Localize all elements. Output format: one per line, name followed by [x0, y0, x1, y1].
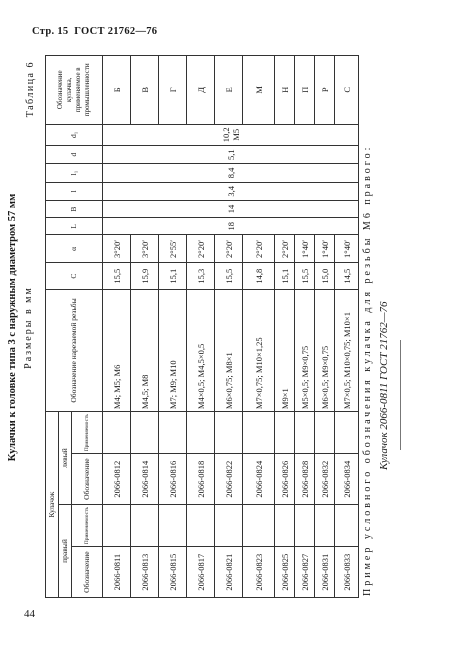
cell-l: 3,4 — [103, 182, 359, 200]
cell-alpha: 2°20′ — [243, 235, 275, 263]
cell-thread: М5×0,5; М9×0,75 — [295, 289, 315, 411]
header-thread: Обозначение нарезаемой резьбы — [46, 289, 103, 411]
cell-d: 5,1 — [103, 145, 359, 163]
cell-right-app — [131, 505, 159, 547]
cell-right-app — [275, 505, 295, 547]
cell-alpha: 1°40′ — [295, 235, 315, 263]
header-right: правый — [59, 505, 72, 598]
header-left-designation: Обозначение — [72, 454, 103, 505]
example-title: Пример условного обозначения кулачка для резьбы М6 правого: — [362, 144, 373, 596]
cell-mark: Б — [103, 56, 131, 125]
cell-thread: М4,5; М8 — [131, 289, 159, 411]
divider-line — [400, 340, 401, 450]
header-c: C — [46, 263, 103, 289]
cell-left: 2066-0834 — [335, 454, 359, 505]
cell-right-app — [215, 505, 243, 547]
cell-alpha: 3°20′ — [131, 235, 159, 263]
cell-right: 2066-0831 — [315, 547, 335, 598]
cell-mark: М — [243, 56, 275, 125]
cell-left-app — [243, 412, 275, 454]
cell-right: 2066-0817 — [187, 547, 215, 598]
cell-mark: П — [295, 56, 315, 125]
cell-left: 2066-0828 — [295, 454, 315, 505]
cell-thread: М4; М5; М6 — [103, 289, 131, 411]
cell-left: 2066-0822 — [215, 454, 243, 505]
cell-thread: М6×0,75; М8×1 — [215, 289, 243, 411]
example-designation: Кулачок 2066-0811 ГОСТ 21762—76 — [378, 301, 390, 470]
cell-c: 14,8 — [243, 263, 275, 289]
cell-left-app — [159, 412, 187, 454]
cell-right: 2066-0821 — [215, 547, 243, 598]
cell-left-app — [131, 412, 159, 454]
header-B: B — [46, 200, 103, 217]
header-l1: l₁ — [46, 164, 103, 182]
cell-mark: Г — [159, 56, 187, 125]
cell-c: 15,1 — [159, 263, 187, 289]
cell-left-app — [275, 412, 295, 454]
d1-value: 10,2 — [220, 127, 231, 143]
header-mark: Обозначение кулачка, применяемое в промышленности — [46, 56, 103, 125]
cell-right-app — [103, 505, 131, 547]
cell-right: 2066-0833 — [335, 547, 359, 598]
cell-left: 2066-0814 — [131, 454, 159, 505]
cell-right: 2066-0813 — [131, 547, 159, 598]
cell-B: 14 — [103, 200, 359, 217]
cell-left-app — [103, 412, 131, 454]
cell-thread: М7; М9; М10 — [159, 289, 187, 411]
rotated-table-area — [5, 55, 420, 600]
cell-mark: Н — [275, 56, 295, 125]
header-d: d — [46, 145, 103, 163]
cell-right-app — [295, 505, 315, 547]
header-left: левый — [59, 412, 72, 505]
cell-L: 18 — [103, 218, 359, 235]
cell-left: 2066-0816 — [159, 454, 187, 505]
page-label: Стр. 15 — [32, 26, 69, 37]
cell-alpha: 2°20′ — [187, 235, 215, 263]
table-label: Таблица 6 — [25, 61, 36, 118]
cell-d1 — [103, 124, 359, 145]
header-group: Кулачок — [46, 412, 59, 598]
header-l: l — [46, 182, 103, 200]
cell-right: 2066-0815 — [159, 547, 187, 598]
cell-left: 2066-0832 — [315, 454, 335, 505]
header-right-applicability: Применяемость — [72, 505, 103, 547]
cell-right-app — [187, 505, 215, 547]
cell-left-app — [295, 412, 315, 454]
cell-left: 2066-0826 — [275, 454, 295, 505]
header-d1: d₁ — [46, 124, 103, 145]
cell-mark: Е — [215, 56, 243, 125]
header-row-1 — [46, 56, 59, 598]
cell-mark: В — [131, 56, 159, 125]
cell-thread: М9×1 — [275, 289, 295, 411]
cell-thread: М6×0,5; М9×0,75 — [315, 289, 335, 411]
cell-right: 2066-0823 — [243, 547, 275, 598]
cell-left: 2066-0812 — [103, 454, 131, 505]
cell-mark: Р — [315, 56, 335, 125]
cell-alpha: 2°55′ — [159, 235, 187, 263]
page-number: 44 — [24, 608, 35, 620]
cell-left: 2066-0818 — [187, 454, 215, 505]
table-title: Кулачки к головке типа 3 с наружным диаметром 57 мм — [7, 193, 18, 462]
cell-alpha: 2°20′ — [215, 235, 243, 263]
header-alpha: α — [46, 235, 103, 263]
cell-right: 2066-0811 — [103, 547, 131, 598]
cell-left-app — [315, 412, 335, 454]
cell-right: 2066-0825 — [275, 547, 295, 598]
cell-left-app — [335, 412, 359, 454]
cell-c: 15,5 — [215, 263, 243, 289]
cell-c: 15,1 — [275, 263, 295, 289]
cell-mark: Д — [187, 56, 215, 125]
cell-c: 14,5 — [335, 263, 359, 289]
cell-c: 15,5 — [103, 263, 131, 289]
cell-left-app — [215, 412, 243, 454]
cell-right-app — [243, 505, 275, 547]
cell-left: 2066-0824 — [243, 454, 275, 505]
cell-alpha: 2°20′ — [275, 235, 295, 263]
header-L: L — [46, 218, 103, 235]
dimensions-table — [45, 55, 359, 598]
cell-right: 2066-0827 — [295, 547, 315, 598]
cell-left-app — [187, 412, 215, 454]
cell-thread: М7×0,75; М10×1,25 — [243, 289, 275, 411]
standard-label: ГОСТ 21762—76 — [74, 26, 158, 37]
cell-alpha: 1°40′ — [315, 235, 335, 263]
cell-alpha: 1°40′ — [335, 235, 359, 263]
cell-c: 15,5 — [295, 263, 315, 289]
header-right-designation: Обозначение — [72, 547, 103, 598]
cell-right-app — [315, 505, 335, 547]
cell-l1: 8,4 — [103, 164, 359, 182]
cell-c: 15,3 — [187, 263, 215, 289]
cell-right-app — [159, 505, 187, 547]
d1-screw: М5 — [230, 128, 241, 141]
cell-c: 15,9 — [131, 263, 159, 289]
table-row — [103, 56, 131, 598]
table-subtitle: Размеры в мм — [23, 286, 34, 369]
header-left-applicability: Применяемость — [72, 412, 103, 454]
cell-c: 15,0 — [315, 263, 335, 289]
page-header — [32, 26, 157, 37]
cell-thread: М4×0,5; М4,5×0,5 — [187, 289, 215, 411]
cell-right-app — [335, 505, 359, 547]
cell-alpha: 3°20′ — [103, 235, 131, 263]
cell-mark: С — [335, 56, 359, 125]
cell-thread: М7×0,5; М10×0,75; М10×1 — [335, 289, 359, 411]
